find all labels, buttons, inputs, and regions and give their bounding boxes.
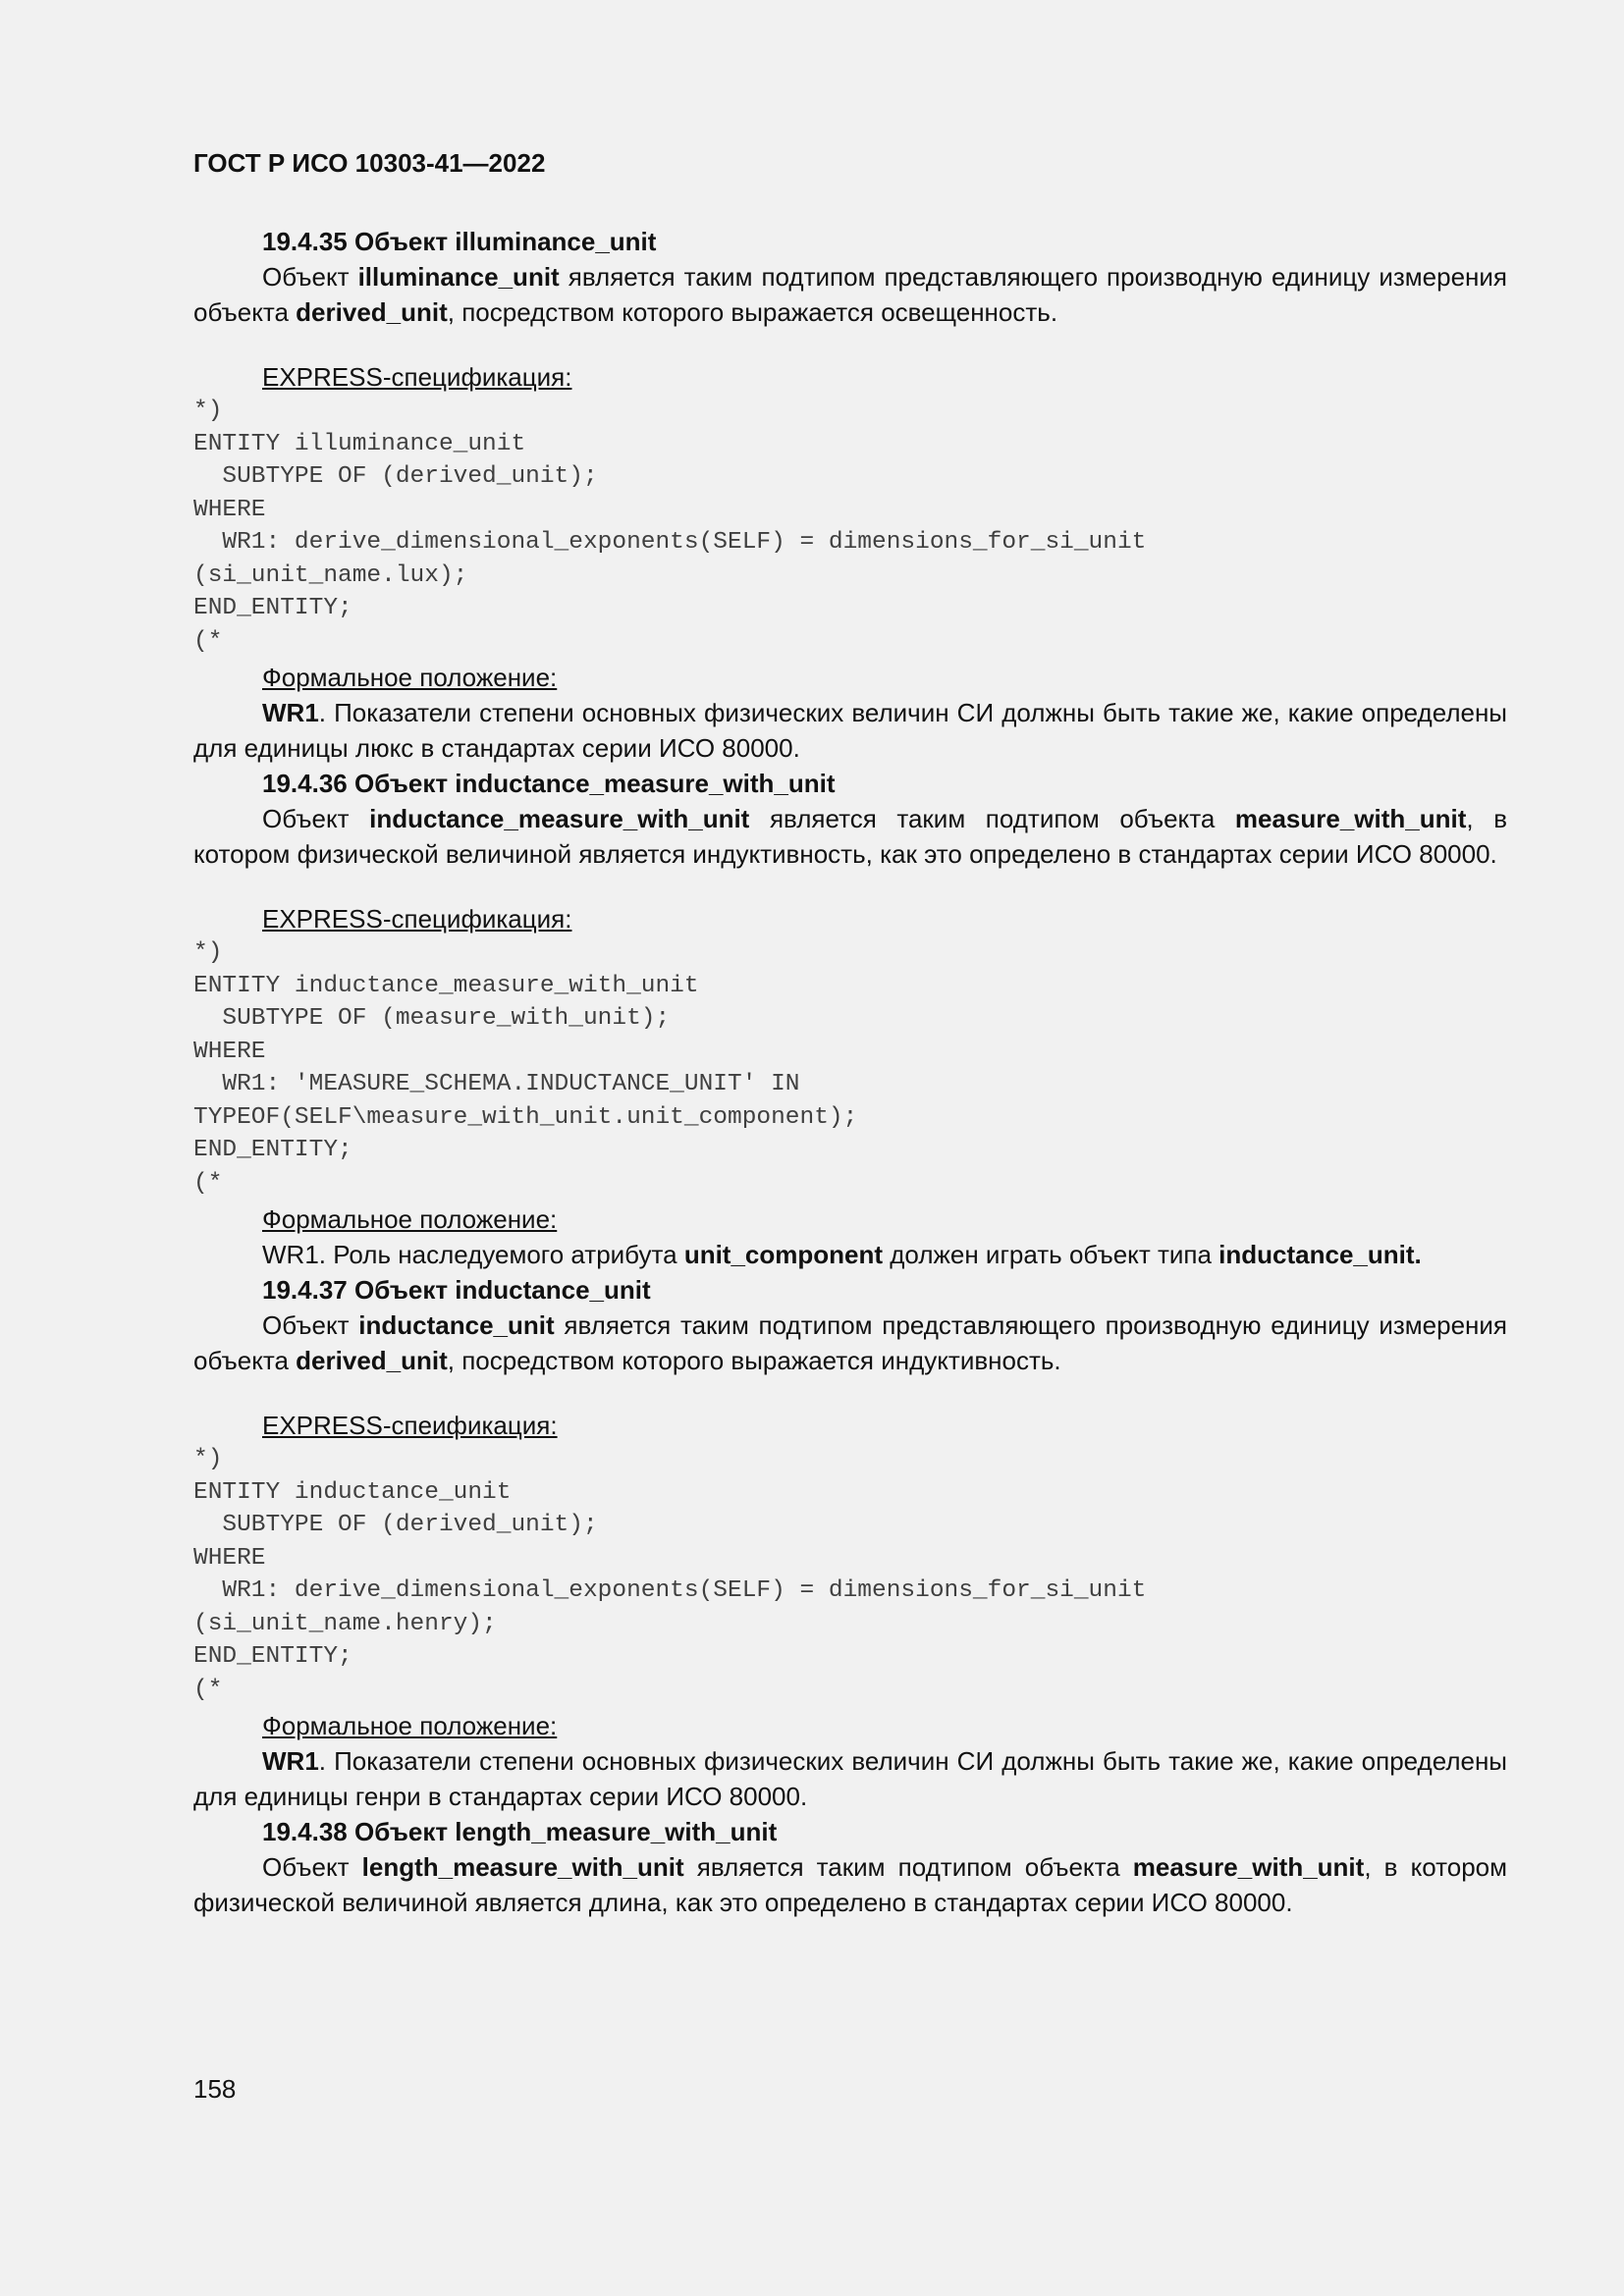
express-code-block	[193, 395, 1507, 658]
section-description	[193, 259, 1507, 330]
formal-statement-text	[193, 1237, 1507, 1272]
text-run: , в котором физической величиной является длина, как это определено в стандартах серии ИСО 80000.	[193, 1852, 1507, 1917]
text-run: , в котором физической величиной является индуктивность, как это определено в стандартах серии ИСО 80000.	[193, 804, 1508, 869]
code-line: END_ENTITY;	[193, 1137, 352, 1163]
document-header: ГОСТ Р ИСО 10303-41—2022	[193, 148, 546, 178]
express-spec-label: EXPRESS-спецификация:	[262, 362, 572, 392]
text-run: Объект	[262, 1852, 362, 1882]
text-run: . Показатели степени основных физических величин СИ должны быть такие же, какие определены для единицы генри в стандартах серии ИСО 80000.	[193, 1746, 1507, 1811]
code-line: END_ENTITY;	[193, 595, 352, 621]
bold-term: derived_unit	[296, 297, 448, 327]
code-line: *)	[193, 398, 223, 424]
code-line: WR1: derive_dimensional_exponents(SELF) = dimensions_for_si_unit	[193, 1577, 1147, 1604]
section-description	[193, 801, 1507, 872]
bold-term: inductance_measure_with_unit	[369, 804, 750, 833]
bold-term: length_measure_with_unit	[361, 1852, 684, 1882]
express-spec-label: EXPRESS-спецификация:	[262, 904, 572, 934]
document-body	[193, 224, 1507, 1920]
spacer	[193, 330, 1507, 359]
code-line: WHERE	[193, 496, 266, 523]
bold-term: measure_with_unit	[1234, 804, 1467, 833]
page-number: 158	[193, 2074, 237, 2104]
formal-statement-label: Формальное положение:	[262, 663, 558, 692]
text-run: является таким подтипом представляющего производную единицу измерения объекта	[193, 262, 1507, 327]
code-line: *)	[193, 1446, 223, 1472]
code-line: (*	[193, 627, 223, 655]
text-run: , посредством которого выражается индуктивность.	[447, 1346, 1061, 1375]
text-run: является таким подтипом объекта	[683, 1852, 1133, 1882]
section-heading: 19.4.36 Объект inductance_measure_with_unit	[262, 769, 836, 798]
express-code-block	[193, 936, 1507, 1200]
code-line: WHERE	[193, 1038, 266, 1065]
code-line: TYPEOF(SELF\measure_with_unit.unit_component);	[193, 1103, 858, 1131]
code-line: (*	[193, 1676, 223, 1703]
section-heading: 19.4.35 Объект illuminance_unit	[262, 227, 657, 256]
formal-statement-text	[193, 695, 1507, 766]
code-line: SUBTYPE OF (derived_unit);	[193, 463, 598, 490]
spacer	[193, 1378, 1507, 1408]
text-run: Объект	[262, 262, 358, 292]
text-run: , посредством которого выражается освещенность.	[447, 297, 1058, 327]
bold-term: measure_with_unit	[1132, 1852, 1365, 1882]
code-line: (si_unit_name.lux);	[193, 561, 468, 589]
text-run: WR1. Роль наследуемого атрибута	[262, 1240, 684, 1269]
text-run: Объект	[262, 804, 370, 833]
code-line: ENTITY illuminance_unit	[193, 430, 526, 457]
bold-term: WR1	[262, 698, 319, 727]
bold-term: illuminance_unit	[357, 262, 560, 292]
code-line: SUBTYPE OF (measure_with_unit);	[193, 1005, 671, 1032]
bold-term: inductance_unit	[358, 1310, 555, 1340]
bold-term: derived_unit	[296, 1346, 448, 1375]
code-line: *)	[193, 939, 223, 966]
section-description	[193, 1849, 1507, 1920]
text-run: . Показатели степени основных физических величин СИ должны быть такие же, какие определены для единицы люкс в стандартах серии ИСО 80000.	[193, 698, 1507, 763]
code-line: WR1: derive_dimensional_exponents(SELF) = dimensions_for_si_unit	[193, 529, 1147, 556]
formal-statement-label: Формальное положение:	[262, 1204, 558, 1234]
code-line: ENTITY inductance_measure_with_unit	[193, 972, 699, 999]
bold-term: inductance_unit.	[1218, 1240, 1422, 1269]
code-line: SUBTYPE OF (derived_unit);	[193, 1512, 598, 1538]
code-line: (si_unit_name.henry);	[193, 1610, 497, 1637]
section-heading: 19.4.37 Объект inductance_unit	[262, 1275, 651, 1305]
code-line: ENTITY inductance_unit	[193, 1478, 512, 1506]
formal-statement-text	[193, 1743, 1507, 1814]
express-spec-label: EXPRESS-спеификация:	[262, 1411, 558, 1440]
text-run: Объект	[262, 1310, 359, 1340]
code-line: WR1: 'MEASURE_SCHEMA.INDUCTANCE_UNIT' IN	[193, 1071, 800, 1097]
spacer	[193, 872, 1507, 901]
section-heading: 19.4.38 Объект length_measure_with_unit	[262, 1817, 778, 1846]
text-run: является таким подтипом объекта	[749, 804, 1235, 833]
bold-term: unit_component	[683, 1240, 884, 1269]
text-run: должен играть объект типа	[883, 1240, 1219, 1269]
code-line: (*	[193, 1169, 223, 1197]
code-line: END_ENTITY;	[193, 1643, 352, 1670]
code-line: WHERE	[193, 1544, 266, 1572]
express-code-block	[193, 1443, 1507, 1706]
bold-term: WR1	[262, 1746, 319, 1776]
formal-statement-label: Формальное положение:	[262, 1711, 558, 1740]
section-description	[193, 1308, 1507, 1378]
text-run: является таким подтипом представляющего производную единицу измерения объекта	[193, 1310, 1507, 1375]
